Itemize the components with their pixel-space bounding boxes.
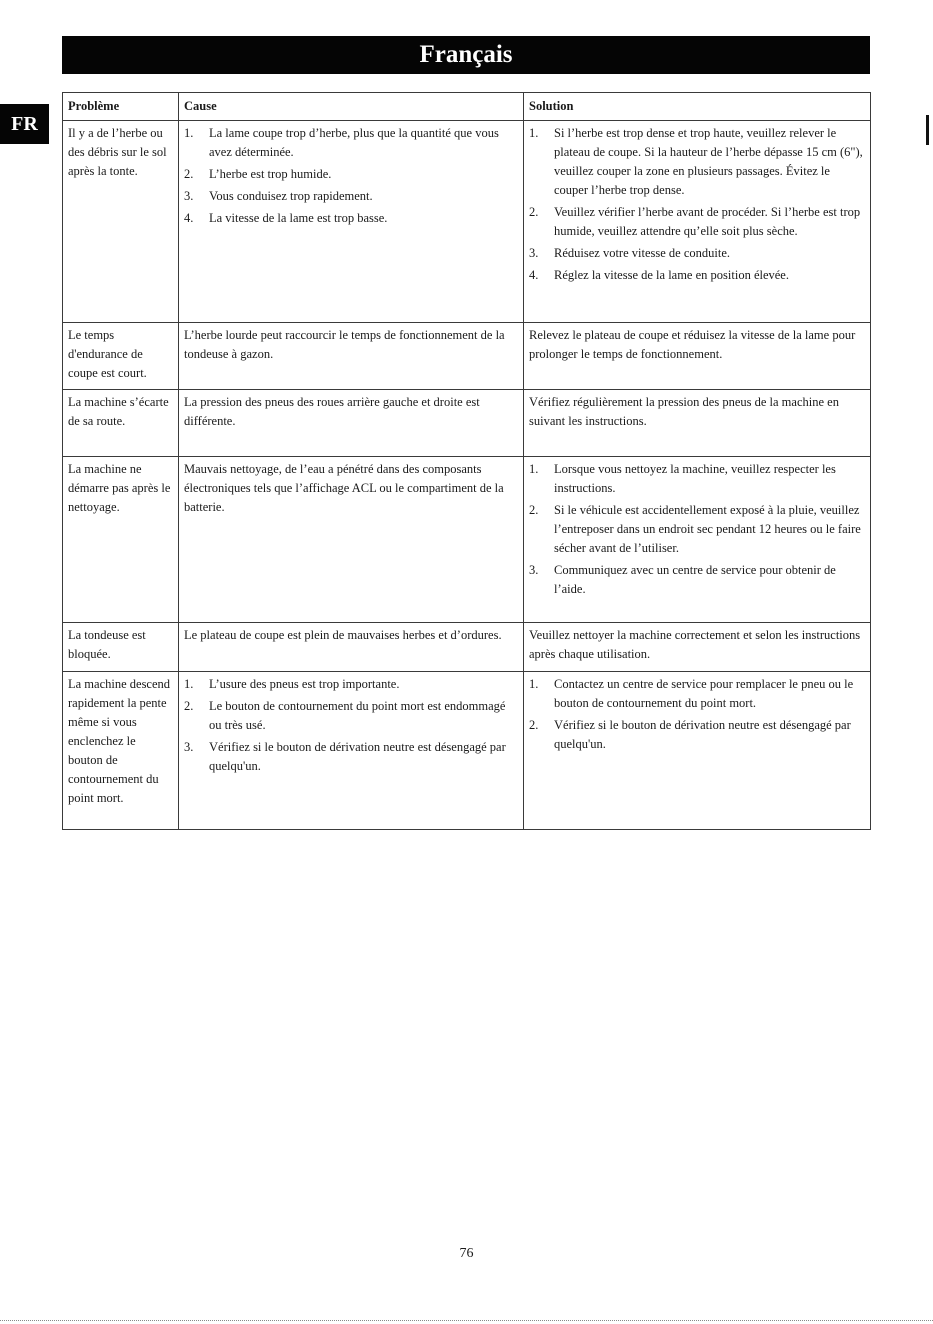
cause-cell xyxy=(179,672,524,830)
cause-cell: L’herbe lourde peut raccourcir le temps de fonctionnement de la tondeuse à gazon. xyxy=(179,323,524,390)
solution-list xyxy=(529,675,865,754)
list-item: 2. L’herbe est trop humide. xyxy=(184,167,332,181)
table-row xyxy=(63,390,871,457)
list-item: 1. L’usure des pneus est trop importante. xyxy=(184,677,400,691)
list-item: 1. Lorsque vous nettoyez la machine, veuillez respecter les instructions. xyxy=(529,462,836,495)
margin-mark xyxy=(926,115,929,145)
solution-list xyxy=(529,460,865,599)
list-item: 3. Communiquez avec un centre de service pour obtenir de l’aide. xyxy=(529,563,836,596)
solution-cell xyxy=(524,121,871,323)
list-item: 2. Le bouton de contournement du point mort est endommagé ou très usé. xyxy=(184,699,506,732)
solution-cell: Veuillez nettoyer la machine correctement et selon les instructions après chaque utilisation. xyxy=(524,623,871,672)
list-item: 1. La lame coupe trop d’herbe, plus que la quantité que vous avez déterminée. xyxy=(184,126,499,159)
solution-cell: Vérifiez régulièrement la pression des pneus de la machine en suivant les instructions. xyxy=(524,390,871,457)
problem-cell: La tondeuse est bloquée. xyxy=(63,623,179,672)
list-item: 2. Si le véhicule est accidentellement exposé à la pluie, veuillez l’entreposer dans un endroit sec pendant 12 heures ou le faire sécher avant de l’utiliser. xyxy=(529,503,861,555)
solution-cell xyxy=(524,457,871,623)
troubleshooting-table xyxy=(62,92,871,830)
header-cause: Cause xyxy=(179,93,524,121)
table-row xyxy=(63,457,871,623)
list-item: 2. Vérifiez si le bouton de dérivation neutre est désengagé par quelqu'un. xyxy=(529,718,851,751)
header-solution: Solution xyxy=(524,93,871,121)
page-number: 76 xyxy=(459,1246,474,1261)
list-item: 3. Vous conduisez trop rapidement. xyxy=(184,189,373,203)
list-item: 1. Contactez un centre de service pour remplacer le pneu ou le bouton de contournement du point mort. xyxy=(529,677,854,710)
list-item: 2. Veuillez vérifier l’herbe avant de procéder. Si l’herbe est trop humide, veuillez attendre qu’elle soit plus sèche. xyxy=(529,205,861,238)
cause-cell: Mauvais nettoyage, de l’eau a pénétré dans des composants électroniques tels que l’affichage ACL ou le compartiment de la batterie. xyxy=(179,457,524,623)
problem-cell: Il y a de l’herbe ou des débris sur le sol après la tonte. xyxy=(63,121,179,323)
table-row xyxy=(63,672,871,830)
problem-cell: La machine ne démarre pas après le nettoyage. xyxy=(63,457,179,623)
cause-cell: Le plateau de coupe est plein de mauvaises herbes et d’ordures. xyxy=(179,623,524,672)
table-row xyxy=(63,323,871,390)
header-problem: Problème xyxy=(63,93,179,121)
list-item: 3. Vérifiez si le bouton de dérivation neutre est désengagé par quelqu'un. xyxy=(184,740,506,773)
solution-list xyxy=(529,124,865,285)
list-item: 3. Réduisez votre vitesse de conduite. xyxy=(529,246,730,260)
cause-list xyxy=(184,675,518,776)
list-item: 4. Réglez la vitesse de la lame en position élevée. xyxy=(529,268,789,282)
problem-cell: La machine s’écarte de sa route. xyxy=(63,390,179,457)
list-item: 1. Si l’herbe est trop dense et trop haute, veuillez relever le plateau de coupe. Si la hauteur de l’herbe dépasse 15 cm (6"), veuillez couper la zone en plusieurs passages. Évitez le couper l’herbe trop dense. xyxy=(529,126,863,197)
cause-list xyxy=(184,124,518,228)
table-header-row xyxy=(63,93,871,121)
problem-cell: Le temps d'endurance de coupe est court. xyxy=(63,323,179,390)
table-row xyxy=(63,121,871,323)
cause-cell: La pression des pneus des roues arrière gauche et droite est différente. xyxy=(179,390,524,457)
cause-cell xyxy=(179,121,524,323)
solution-cell xyxy=(524,672,871,830)
problem-cell: La machine descend rapidement la pente même si vous enclenchez le bouton de contournement du point mort. xyxy=(63,672,179,830)
language-tab: FR xyxy=(0,104,49,144)
list-item: 4. La vitesse de la lame est trop basse. xyxy=(184,211,388,225)
table-row xyxy=(63,623,871,672)
bottom-divider xyxy=(0,1320,933,1321)
solution-cell: Relevez le plateau de coupe et réduisez la vitesse de la lame pour prolonger le temps de fonctionnement. xyxy=(524,323,871,390)
section-title-banner: Français xyxy=(62,36,870,74)
